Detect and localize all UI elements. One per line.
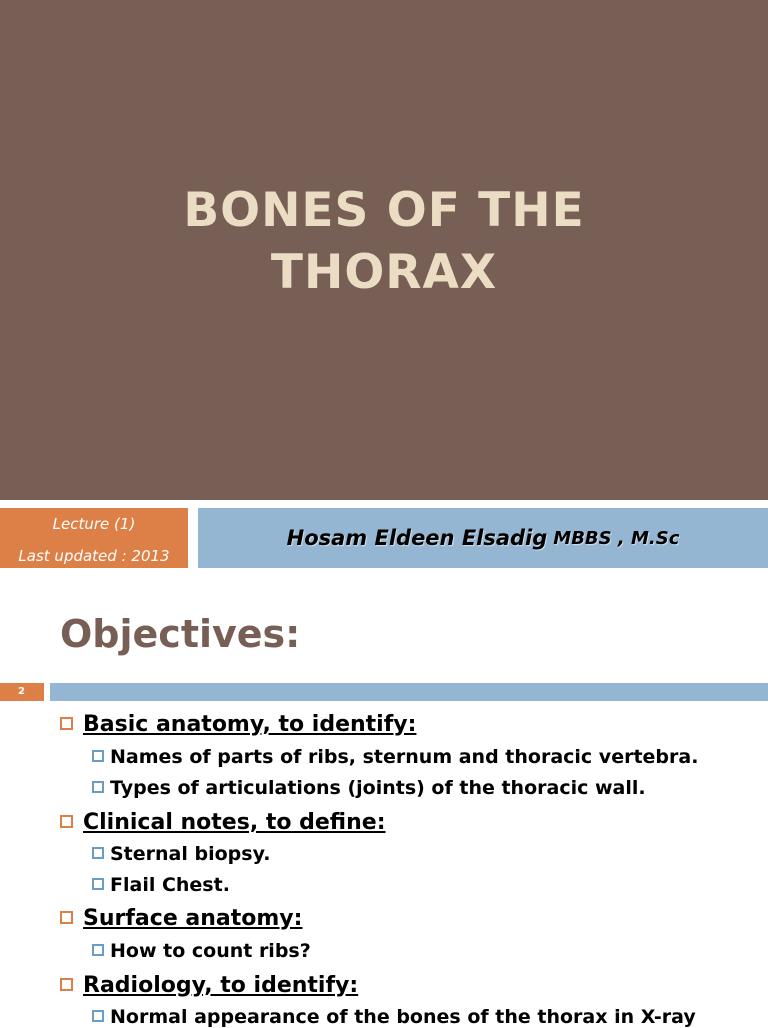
section-radiology: Radiology, to identify: [60, 973, 358, 998]
section-surface-anatomy: Surface anatomy: [60, 906, 302, 931]
square-bullet-icon [60, 978, 73, 991]
author-box [198, 508, 768, 568]
slide-title [0, 180, 768, 304]
title-line-1: BONES OF THE [183, 183, 585, 238]
lecture-info-box [0, 508, 188, 568]
list-item: Flail Chest. [92, 874, 230, 896]
square-bullet-icon [60, 911, 73, 924]
objectives-heading: Objectives: [60, 612, 301, 656]
section-clinical-notes: Clinical notes, to define: [60, 810, 386, 835]
square-bullet-icon [92, 1010, 104, 1022]
square-bullet-icon [92, 847, 104, 859]
divider [0, 500, 768, 508]
square-bullet-icon [92, 878, 104, 890]
slide-number: 2 [0, 683, 44, 701]
square-bullet-icon [92, 944, 104, 956]
list-item: How to count ribs? [92, 940, 311, 962]
list-item: Sternal biopsy. [92, 843, 270, 865]
square-bullet-icon [60, 815, 73, 828]
title-line-2: THORAX [270, 245, 498, 300]
last-updated-label: Last updated : 2013 [18, 547, 170, 565]
list-item: Names of parts of ribs, sternum and thoracic vertebra. [92, 746, 698, 768]
square-bullet-icon [92, 750, 104, 762]
square-bullet-icon [60, 717, 73, 730]
lecture-label: Lecture (1) [52, 515, 136, 533]
list-item: Types of articulations (joints) of the thoracic wall. [92, 777, 646, 799]
author-name: Hosam Eldeen Elsadig [286, 526, 548, 550]
slide-header-bar [50, 683, 768, 701]
square-bullet-icon [92, 781, 104, 793]
list-item: Normal appearance of the bones of the thorax in X-ray [92, 1006, 696, 1028]
author-degree: MBBS , M.Sc [553, 527, 680, 549]
title-slide [0, 0, 768, 500]
section-basic-anatomy: Basic anatomy, to identify: [60, 712, 416, 737]
